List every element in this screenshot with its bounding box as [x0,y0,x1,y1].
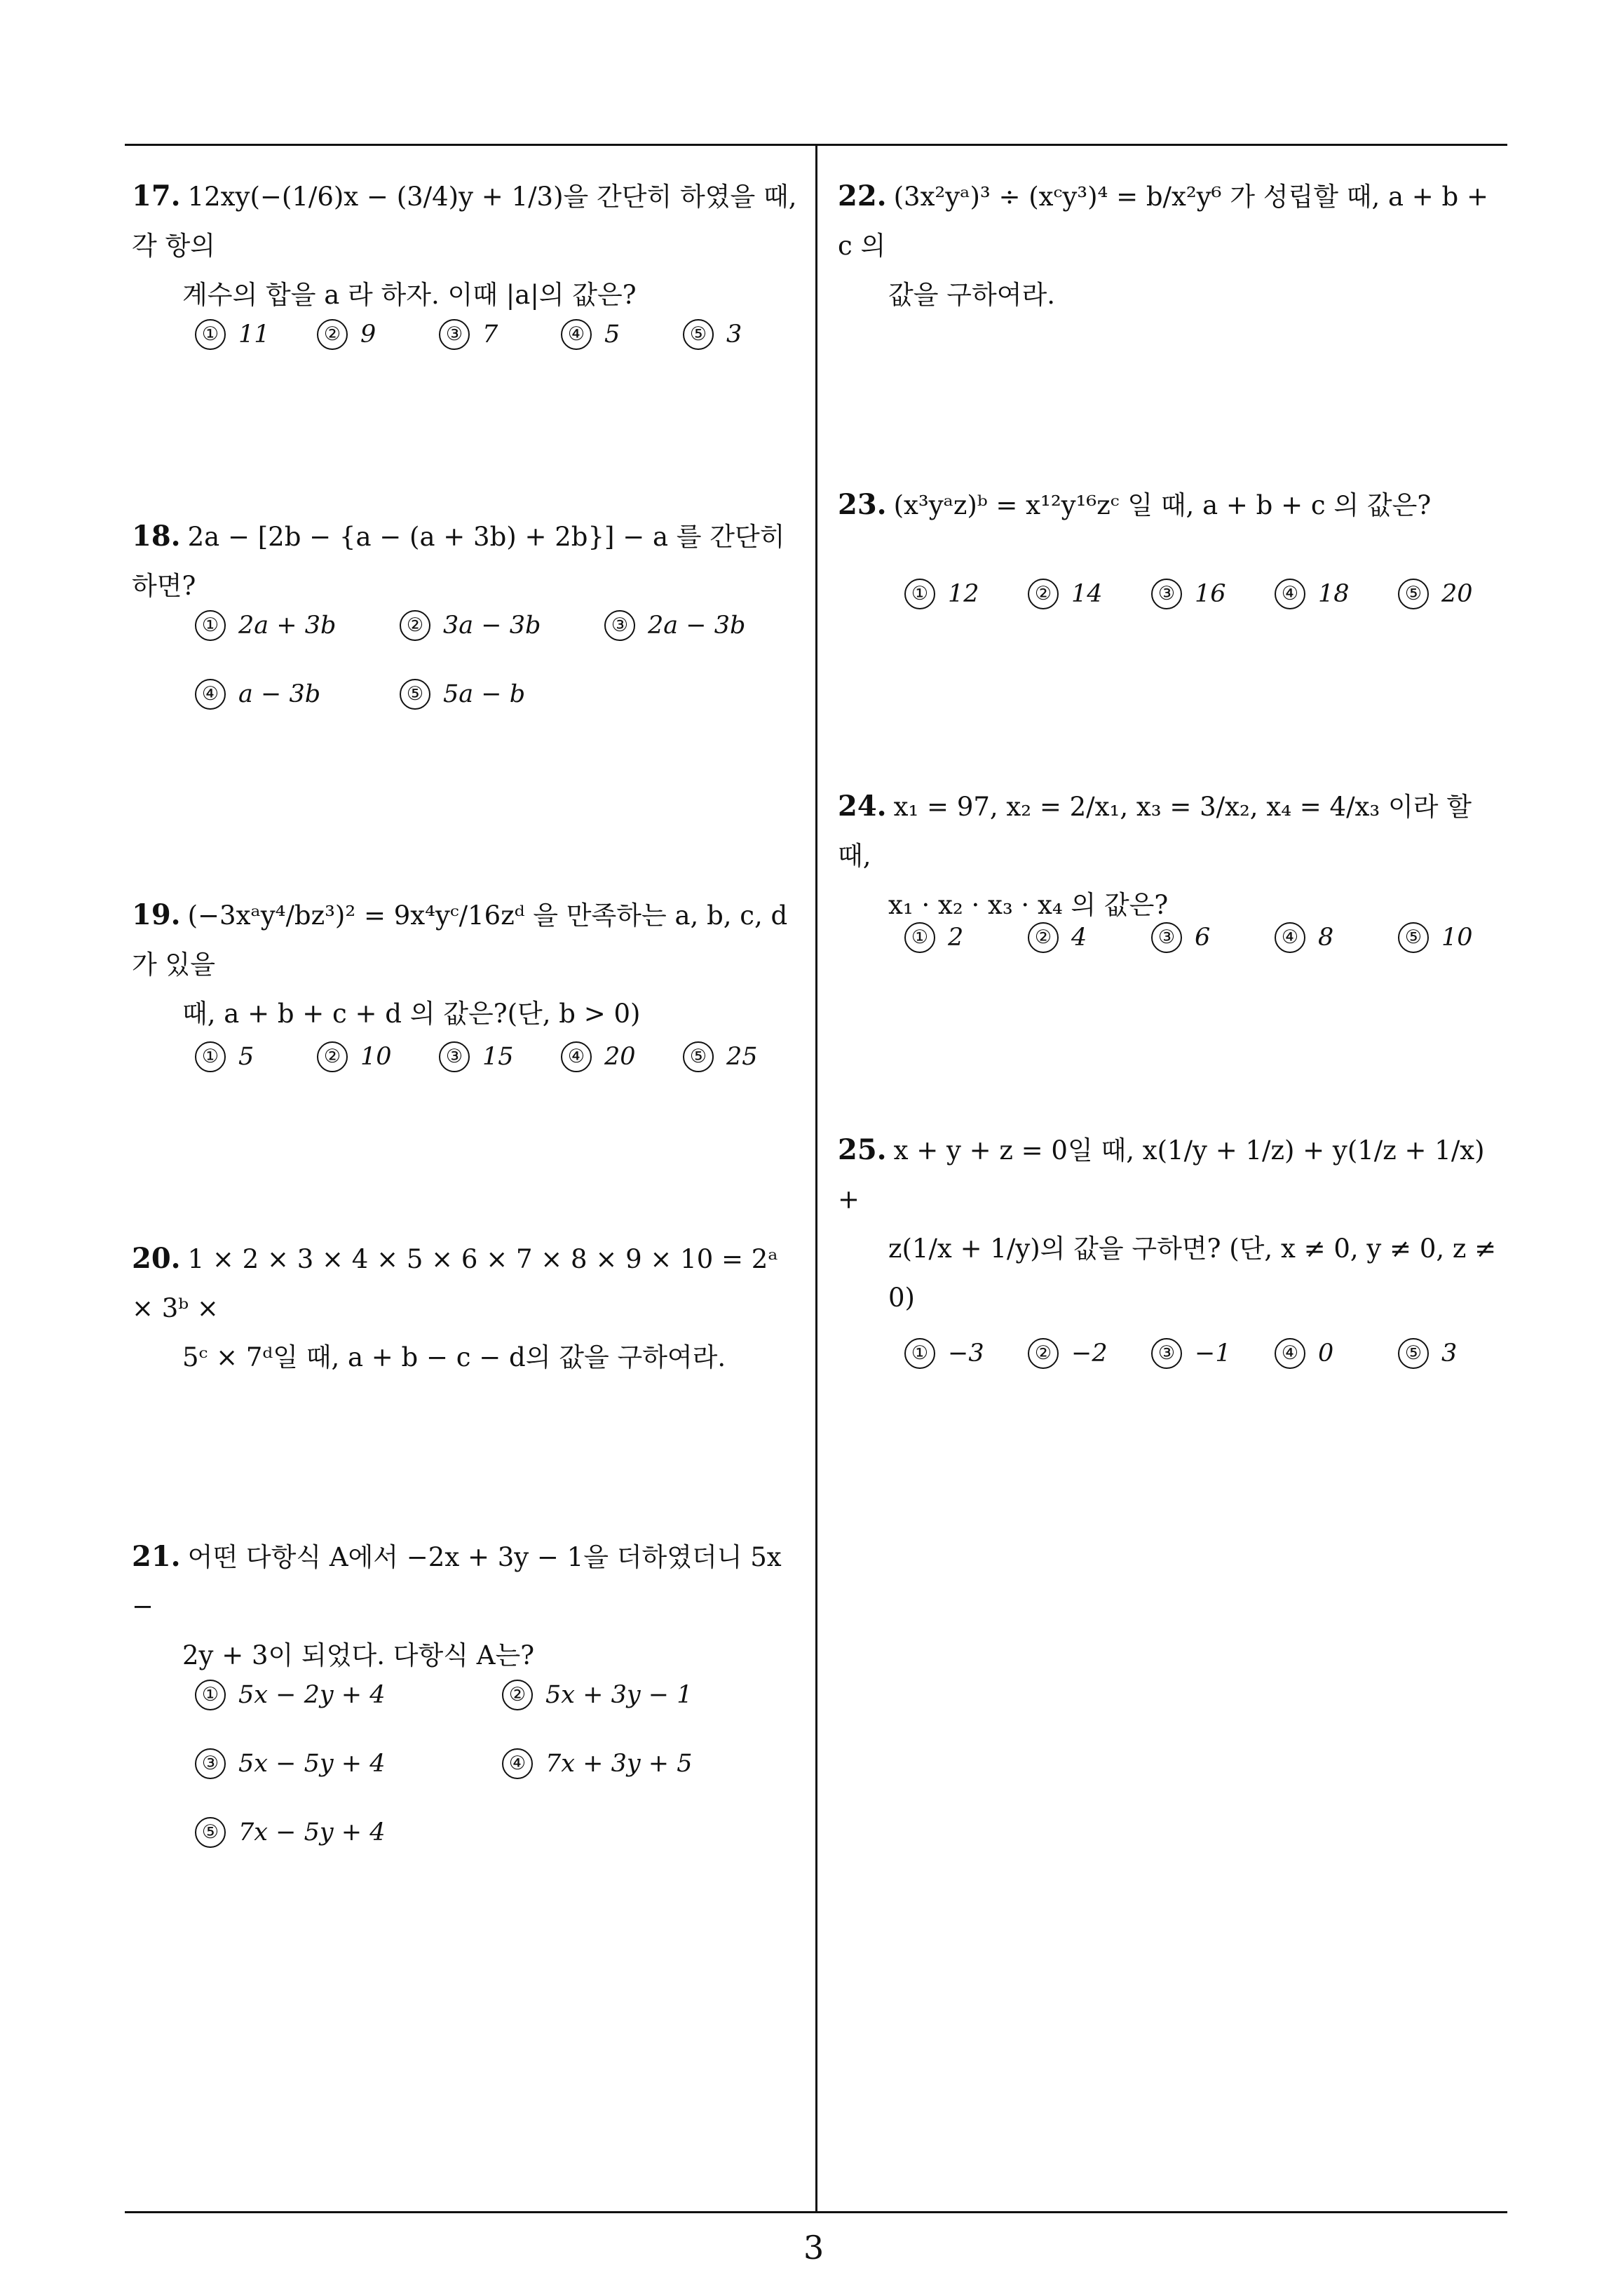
question-25 [838,1126,1511,1323]
choice-mark: ① [195,319,226,350]
choice-value: 14 [1071,580,1103,608]
choice-mark: ⑤ [1398,579,1429,609]
choice-mark: ① [904,1338,935,1369]
question-17 [132,172,805,320]
question-text: 5ᶜ × 7ᵈ일 때, a + b − c − d의 값을 구하여라. [182,1342,726,1372]
choice-4[interactable] [502,1748,692,1779]
choice-3[interactable] [439,319,498,350]
choice-value: 5a − b [443,680,526,708]
choice-mark: ② [317,319,348,350]
choice-value: 7x + 3y + 5 [545,1750,693,1778]
question-number: 24. [838,790,887,823]
question-text: 때, a + b + c + d 의 값은?(단, b > 0) [182,999,641,1029]
choice-value: −3 [948,1339,984,1368]
choice-value: 3a − 3b [443,612,541,640]
choice-mark: ③ [439,319,470,350]
question-18 [132,512,805,611]
choice-1[interactable] [195,610,336,641]
choice-value: 2 [948,924,964,952]
choice-4[interactable] [1275,1338,1333,1369]
choice-value: 5 [604,320,620,349]
choice-value: 5x + 3y − 1 [545,1681,693,1709]
bottom-rule [125,2211,1507,2213]
choice-5[interactable] [683,319,742,350]
choice-5[interactable] [1398,579,1473,609]
choice-value: 6 [1195,924,1211,952]
question-text: x + y + z = 0일 때, x(1/y + 1/z) + y(1/z + 1/x) + [838,1135,1485,1215]
question-number: 23. [838,488,887,521]
choice-1[interactable] [195,1041,254,1072]
choice-3[interactable] [604,610,745,641]
choice-value: 25 [726,1043,758,1071]
choice-3[interactable] [195,1748,385,1779]
choice-1[interactable] [904,1338,984,1369]
choice-mark: ③ [1151,579,1182,609]
choice-value: −2 [1071,1339,1108,1368]
question-19 [132,891,805,1039]
choice-value: 18 [1318,580,1350,608]
choice-value: 10 [1441,924,1473,952]
choice-mark: ② [1028,579,1059,609]
question-text: (x³yᵃz)ᵇ = x¹²y¹⁶zᶜ 일 때, a + b + c 의 값은? [893,490,1432,520]
choice-value: 9 [360,320,376,349]
choice-2[interactable] [1028,922,1087,953]
choice-value: 20 [1441,580,1473,608]
choice-mark: ⑤ [683,1041,714,1072]
choice-5[interactable] [1398,922,1473,953]
choice-mark: ③ [195,1748,226,1779]
question-number: 25. [838,1133,887,1166]
question-23 [838,480,1511,530]
choice-mark: ④ [502,1748,533,1779]
question-text: 2y + 3이 되었다. 다항식 A는? [182,1640,535,1670]
choice-mark: ③ [1151,1338,1182,1369]
choice-2[interactable] [502,1680,692,1710]
question-text: 값을 구하여라. [888,280,1055,310]
choice-5[interactable] [195,1817,385,1848]
choice-value: 7 [482,320,498,349]
choice-5[interactable] [400,679,525,710]
question-21 [132,1532,805,1680]
question-number: 19. [132,898,181,931]
choice-1[interactable] [195,319,270,350]
choice-2[interactable] [317,1041,392,1072]
choice-mark: ⑤ [683,319,714,350]
question-number: 22. [838,180,887,212]
choice-1[interactable] [904,579,979,609]
choice-value: 15 [482,1043,514,1071]
choice-mark: ③ [439,1041,470,1072]
choice-mark: ④ [1275,1338,1305,1369]
choice-mark: ④ [561,319,592,350]
choice-mark: ② [317,1041,348,1072]
choice-value: 10 [360,1043,392,1071]
choice-mark: ② [502,1680,533,1710]
choice-value: −1 [1195,1339,1231,1368]
choice-mark: ② [400,610,430,641]
choice-5[interactable] [683,1041,758,1072]
question-20 [132,1234,805,1382]
choice-1[interactable] [904,922,963,953]
choice-value: 3 [726,320,742,349]
choice-3[interactable] [1151,922,1210,953]
question-text: 2a − [2b − {a − (a + 3b) + 2b}] − a 를 간단히 하면? [132,522,785,601]
choice-2[interactable] [1028,1338,1108,1369]
question-text: 어떤 다항식 A에서 −2x + 3y − 1을 더하였더니 5x − [132,1542,782,1621]
choice-mark: ⑤ [400,679,430,710]
choice-4[interactable] [561,319,620,350]
choice-mark: ③ [604,610,635,641]
choice-mark: ⑤ [1398,922,1429,953]
choice-mark: ③ [1151,922,1182,953]
question-text: 계수의 합을 a 라 하자. 이때 |a|의 값은? [182,280,637,310]
choice-value: 7x − 5y + 4 [238,1818,386,1846]
choice-3[interactable] [1151,1338,1231,1369]
question-24 [838,782,1511,930]
choice-value: 2a + 3b [238,612,337,640]
column-divider [815,144,817,2213]
choice-4[interactable] [1275,579,1350,609]
question-text: 0) [888,1283,915,1313]
choice-value: 3 [1441,1339,1458,1368]
choice-value: 4 [1071,924,1087,952]
choice-2[interactable] [1028,579,1103,609]
question-text: (−3xᵃy⁴/bz³)² = 9x⁴yᶜ/16zᵈ 을 만족하는 a, b, c, d 가 있을 [132,900,788,980]
choice-value: 11 [238,320,270,349]
choice-value: 5x − 2y + 4 [238,1681,386,1709]
choice-2[interactable] [400,610,541,641]
question-text: 1 × 2 × 3 × 4 × 5 × 6 × 7 × 8 × 9 × 10 = 2ᵃ × 3ᵇ × [132,1244,778,1323]
choice-mark: ① [195,1680,226,1710]
choice-value: 20 [604,1043,636,1071]
question-number: 20. [132,1242,181,1275]
choice-mark: ④ [561,1041,592,1072]
question-text: x₁ · x₂ · x₃ · x₄ 의 값은? [888,890,1169,920]
choice-value: 5x − 5y + 4 [238,1750,386,1778]
choice-4[interactable] [195,679,320,710]
choice-5[interactable] [1398,1338,1457,1369]
choice-mark: ① [904,922,935,953]
question-number: 21. [132,1540,181,1573]
page-number: 3 [803,2229,824,2267]
choice-value: 12 [948,580,979,608]
choice-value: 16 [1195,580,1226,608]
question-number: 18. [132,520,181,553]
choice-4[interactable] [561,1041,636,1072]
choice-mark: ⑤ [1398,1338,1429,1369]
question-number: 17. [132,180,181,212]
choice-mark: ① [195,1041,226,1072]
choice-4[interactable] [1275,922,1333,953]
choice-mark: ① [195,610,226,641]
choice-2[interactable] [317,319,376,350]
question-text: z(1/x + 1/y)의 값을 구하면? (단, x ≠ 0, y ≠ 0, z ≠ [888,1234,1497,1264]
choice-mark: ② [1028,922,1059,953]
choice-value: 8 [1318,924,1334,952]
question-text: x₁ = 97, x₂ = 2/x₁, x₃ = 3/x₂, x₄ = 4/x₃ 이라 할 때, [838,792,1472,871]
choice-3[interactable] [1151,579,1226,609]
choice-value: 5 [238,1043,254,1071]
choice-3[interactable] [439,1041,514,1072]
question-22 [838,172,1511,320]
question-text: (3x²yᵃ)³ ÷ (xᶜy³)⁴ = b/x²y⁶ 가 성립할 때, a + b + c 의 [838,182,1489,261]
choice-mark: ④ [195,679,226,710]
choice-mark: ⑤ [195,1817,226,1848]
choice-mark: ② [1028,1338,1059,1369]
choice-mark: ① [904,579,935,609]
question-text: 12xy(−(1/6)x − (3/4)y + 1/3)을 간단히 하였을 때, 각 항의 [132,182,797,261]
choice-mark: ④ [1275,922,1305,953]
choice-1[interactable] [195,1680,385,1710]
choice-value: 0 [1318,1339,1334,1368]
choice-value: a − 3b [238,680,321,708]
choice-value: 2a − 3b [648,612,746,640]
choice-mark: ④ [1275,579,1305,609]
